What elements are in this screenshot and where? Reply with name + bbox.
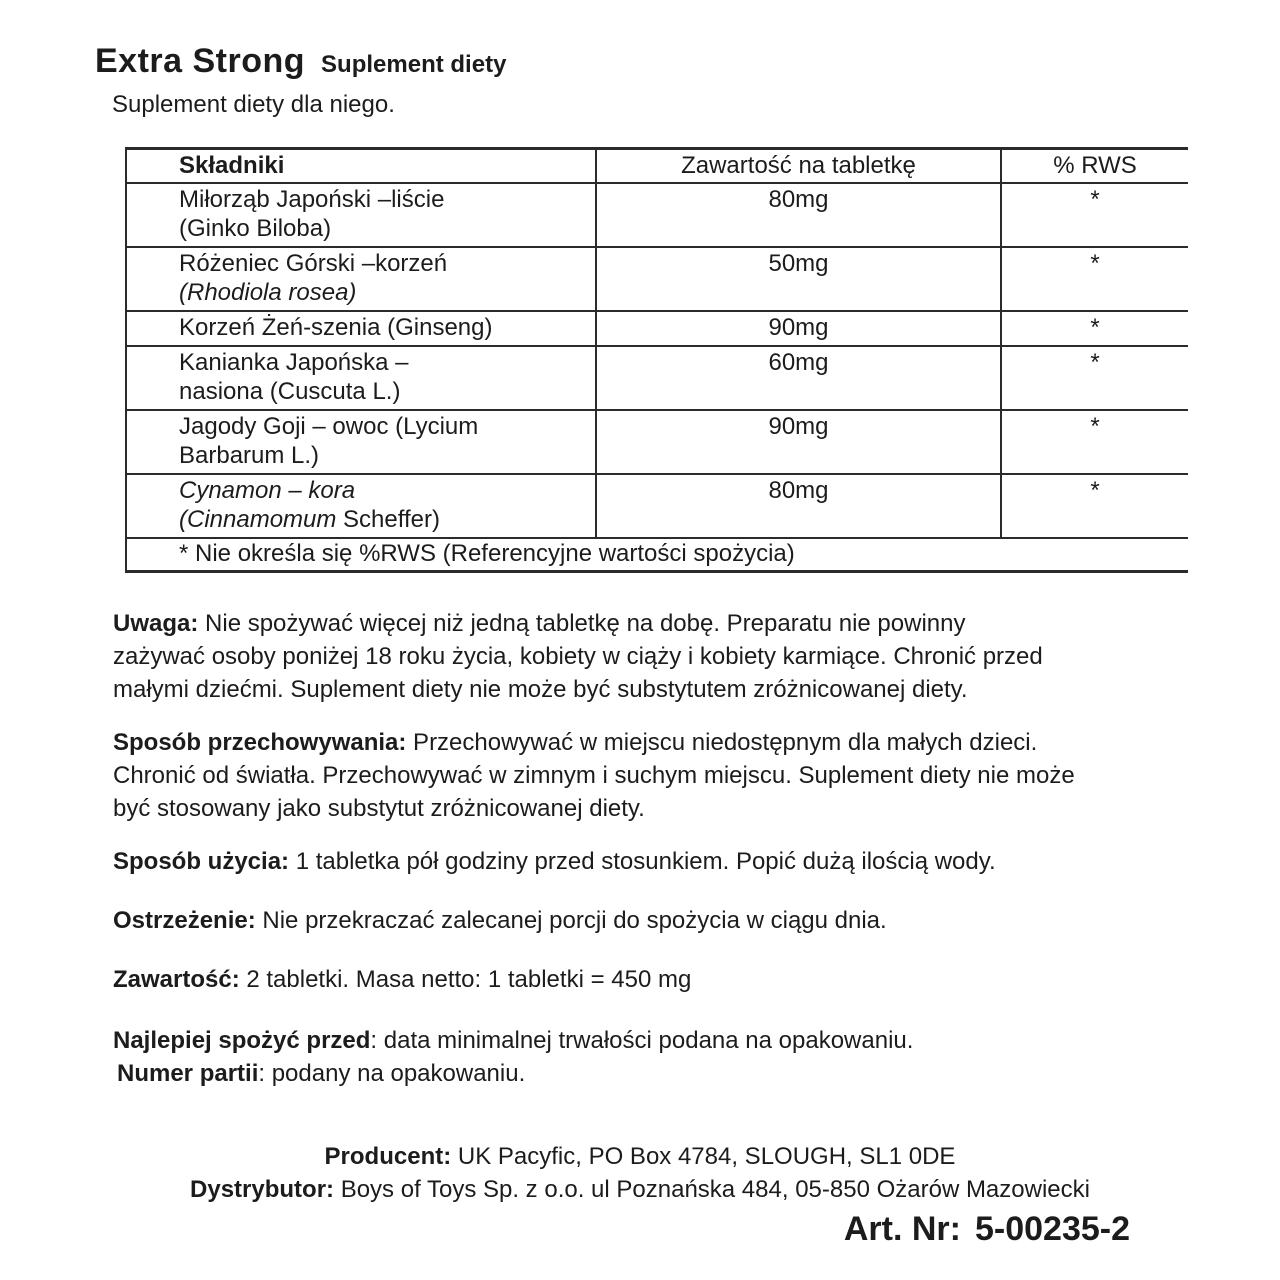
article-number xyxy=(0,1210,1280,1249)
ingredient-name: Miłorząb Japoński –liście (Ginko Biloba) xyxy=(126,183,596,247)
ingredient-name: Różeniec Górski –korzeń (Rhodiola rosea) xyxy=(126,247,596,311)
col-header-ingredients: Składniki xyxy=(126,149,596,184)
producer-block xyxy=(0,1140,1280,1206)
table-row xyxy=(126,346,1188,410)
ingredient-amount: 60mg xyxy=(596,346,1001,410)
product-type-label: Suplement diety xyxy=(321,51,507,78)
ingredients-table xyxy=(125,147,1188,573)
ingredient-rws: * xyxy=(1001,183,1188,247)
table-header-row xyxy=(126,149,1188,184)
ingredient-rws: * xyxy=(1001,474,1188,538)
paragraph-label: Uwaga: xyxy=(113,610,199,637)
distributor-text: Boys of Toys Sp. z o.o. ul Poznańska 484, 05-850 Ożarów Mazowiecki xyxy=(334,1176,1090,1203)
table-row xyxy=(126,311,1188,346)
col-header-content-per-tablet: Zawartość na tabletkę xyxy=(596,149,1001,184)
distributor-line xyxy=(0,1173,1280,1206)
ingredient-rws: * xyxy=(1001,247,1188,311)
paragraph-label: Sposób użycia: xyxy=(113,848,290,875)
producer-line xyxy=(0,1140,1280,1173)
col-header-rws: % RWS xyxy=(1001,149,1188,184)
ingredient-rws: * xyxy=(1001,410,1188,474)
paragraph-contents: Zawartość: 2 tabletki. Masa netto: 1 tabletki = 450 mg xyxy=(113,966,692,993)
table-row xyxy=(126,183,1188,247)
product-subtitle: Suplement diety dla niego. xyxy=(112,91,395,118)
article-number-label: Art. Nr: xyxy=(843,1210,961,1248)
rws-footnote: * Nie określa się %RWS (Referencyjne wartości spożycia) xyxy=(126,538,1188,572)
footnote-row xyxy=(126,538,1188,572)
ingredient-name: Kanianka Japońska – nasiona (Cuscuta L.) xyxy=(126,346,596,410)
paragraph-label: Zawartość: xyxy=(113,966,240,993)
paragraph-uwaga: Uwaga: Nie spożywać więcej niż jedną tabletkę na dobę. Preparatu nie powinny zażywać osoby poniżej 18 roku życia, kobiety w ciąży i kobiety karmiące. Chronić przed małymi dziećmi. Suplement diety nie może być substytutem zróżnicowanej diety. xyxy=(113,610,1043,703)
producer-label: Producent: xyxy=(324,1143,452,1170)
page-title xyxy=(95,42,1280,81)
paragraph-label: Najlepiej spożyć przed xyxy=(113,1027,371,1054)
ingredient-rws: * xyxy=(1001,311,1188,346)
product-name: Extra Strong xyxy=(95,42,306,80)
distributor-label: Dystrybutor: xyxy=(190,1176,335,1203)
ingredient-name: Cynamon – kora (Cinnamomum Scheffer) xyxy=(126,474,596,538)
ingredient-name: Korzeń Żeń-szenia (Ginseng) xyxy=(126,311,596,346)
paragraph-batch-number: Numer partii: podany na opakowaniu. xyxy=(117,1060,526,1087)
paragraph-storage: Sposób przechowywania: Przechowywać w miejscu niedostępnym dla małych dzieci. Chronić od światła. Przechowywać w zimnym i suchym miejscu. Suplement diety nie może być stosowany jako substytut zróżnicowanej diety. xyxy=(113,729,1075,822)
paragraph-warning: Ostrzeżenie: Nie przekraczać zalecanej porcji do spożycia w ciągu dnia. xyxy=(113,907,887,934)
ingredient-name: Jagody Goji – owoc (Lycium Barbarum L.) xyxy=(126,410,596,474)
ingredient-amount: 50mg xyxy=(596,247,1001,311)
table-row xyxy=(126,247,1188,311)
paragraph-best-before: Najlepiej spożyć przed: data minimalnej trwałości podana na opakowaniu. xyxy=(113,1027,914,1054)
paragraph-usage: Sposób użycia: 1 tabletka pół godziny przed stosunkiem. Popić dużą ilością wody. xyxy=(113,848,996,875)
ingredient-amount: 90mg xyxy=(596,410,1001,474)
paragraph-label: Numer partii xyxy=(117,1060,259,1087)
ingredient-amount: 90mg xyxy=(596,311,1001,346)
table-row xyxy=(126,410,1188,474)
ingredient-rws: * xyxy=(1001,346,1188,410)
article-number-value: 5-00235-2 xyxy=(974,1210,1130,1248)
ingredient-amount: 80mg xyxy=(596,474,1001,538)
ingredient-amount: 80mg xyxy=(596,183,1001,247)
ingredients-body xyxy=(126,183,1188,538)
producer-text: UK Pacyfic, PO Box 4784, SLOUGH, SL1 0DE xyxy=(451,1143,956,1170)
table-row xyxy=(126,474,1188,538)
paragraph-label: Sposób przechowywania: xyxy=(113,729,407,756)
paragraph-label: Ostrzeżenie: xyxy=(113,907,256,934)
